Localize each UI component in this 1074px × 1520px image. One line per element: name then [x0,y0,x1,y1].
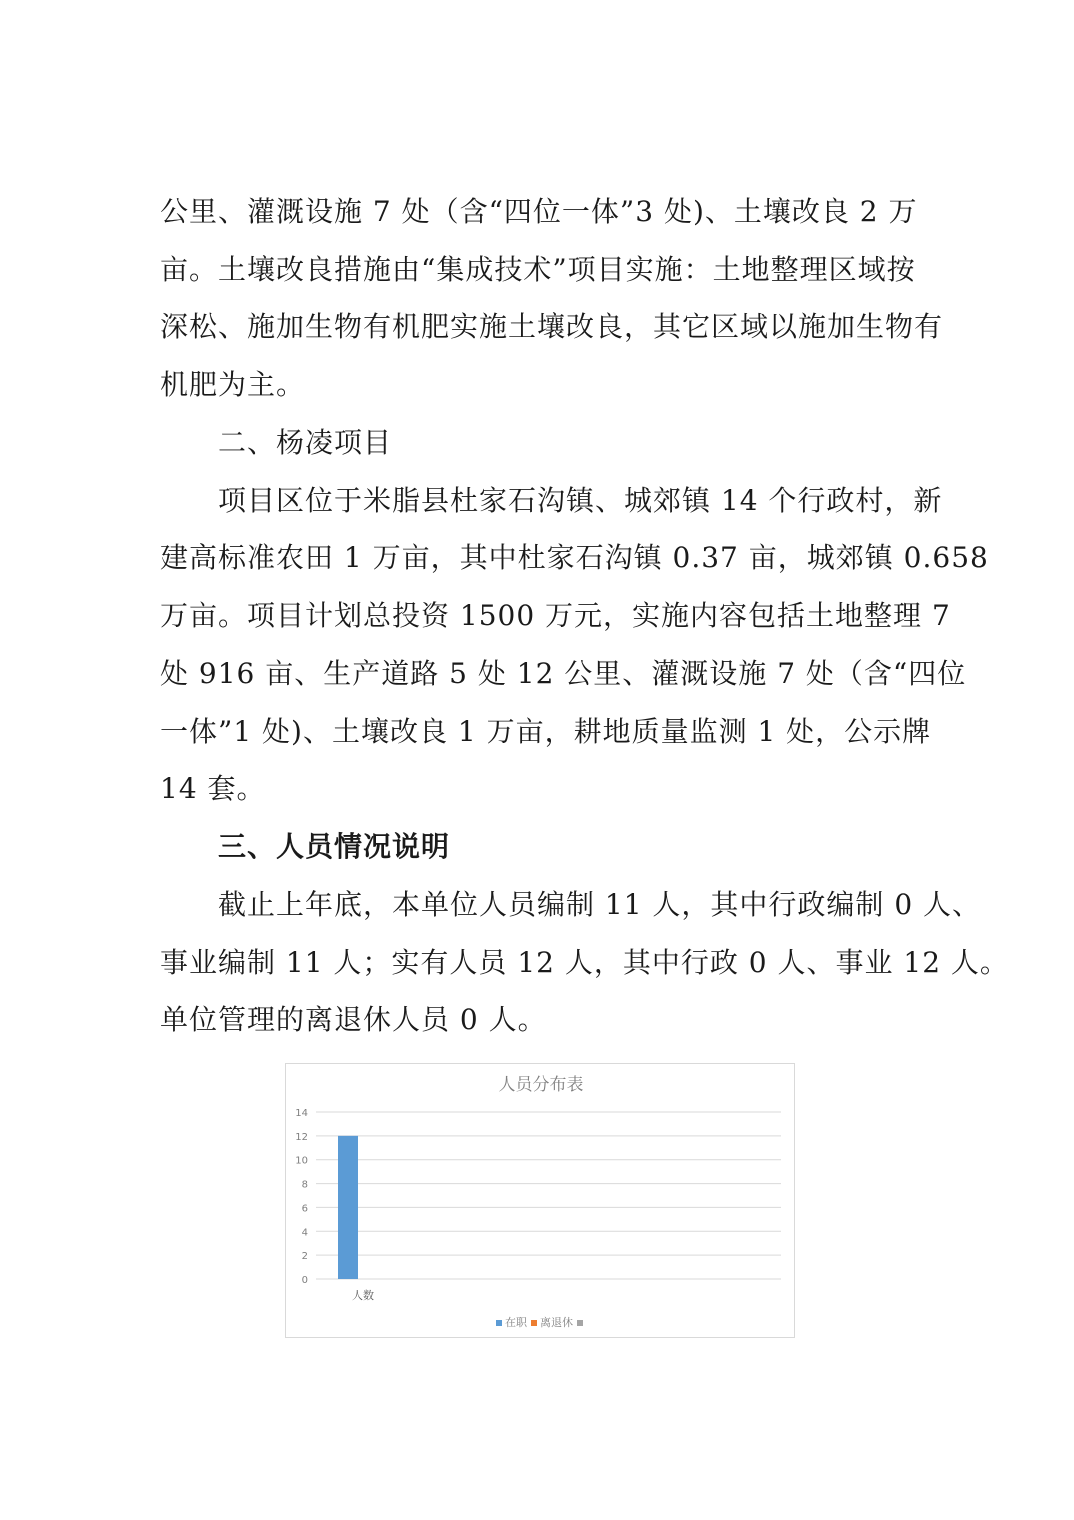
paragraph-line: 机肥为主。 [160,368,306,401]
paragraph-line: 一体”1 处)、土壤改良 1 万亩，耕地质量监测 1 处，公示牌 [160,715,932,748]
staff-distribution-chart [285,1063,795,1338]
paragraph-line: 万亩。项目计划总投资 1500 万元，实施内容包括土地整理 7 [160,599,951,632]
chart-title: 人员分布表 [498,1075,584,1095]
legend-swatch [496,1320,502,1326]
paragraph-line: 截止上年底，本单位人员编制 11 人，其中行政编制 0 人、 [218,888,982,921]
x-category-label: 人数 [352,1289,374,1302]
section-heading: 三、人员情况说明 [218,830,451,863]
paragraph-line: 事业编制 11 人；实有人员 12 人，其中行政 0 人、事业 12 人。 [160,946,1009,979]
paragraph-line: 深松、施加生物有机肥实施土壤改良，其它区域以施加生物有 [160,310,944,343]
paragraph-line: 建高标准农田 1 万亩，其中杜家石沟镇 0.37 亩，城郊镇 0.658 [160,541,989,574]
legend-item [496,1314,527,1330]
legend-item [577,1316,586,1329]
paragraph-line: 单位管理的离退休人员 0 人。 [160,1003,547,1036]
y-tick-label: 14 [295,1108,308,1119]
chart-canvas [286,1064,796,1339]
legend-item [531,1314,573,1330]
legend-label: 离退休 [540,1316,573,1329]
y-tick-label: 4 [301,1227,308,1239]
y-tick-label: 2 [301,1251,308,1263]
y-tick-label: 12 [295,1131,308,1143]
paragraph-line: 处 916 亩、生产道路 5 处 12 公里、灌溉设施 7 处（含“四位 [160,657,967,690]
y-tick-label: 10 [295,1155,308,1167]
legend-swatch [531,1320,537,1326]
paragraph-line: 亩。土壤改良措施由“集成技术”项目实施：土地整理区域按 [160,253,916,286]
section-heading: 二、杨凌项目 [218,426,393,459]
chart-legend [286,1314,796,1330]
paragraph-line: 公里、灌溉设施 7 处（含“四位一体”3 处)、土壤改良 2 万 [160,195,918,228]
legend-label: 在职 [505,1316,527,1329]
bar-在职 [338,1136,358,1279]
legend-swatch [577,1320,583,1326]
y-tick-label: 0 [301,1275,308,1286]
paragraph-line: 14 套。 [160,772,266,805]
paragraph-line: 项目区位于米脂县杜家石沟镇、城郊镇 14 个行政村，新 [218,484,943,517]
y-tick-label: 8 [301,1179,308,1191]
y-tick-label: 6 [301,1203,308,1215]
